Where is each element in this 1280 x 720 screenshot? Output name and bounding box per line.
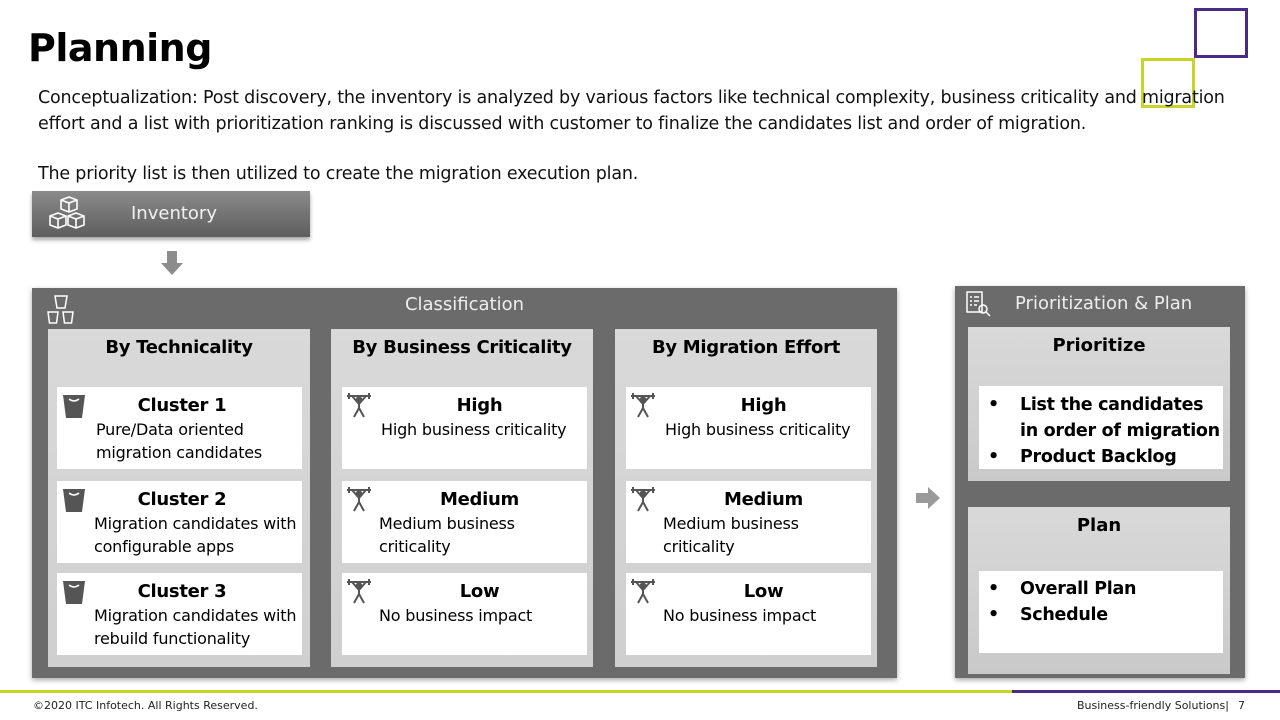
weightlifter-icon [630,486,656,512]
list-item [342,481,587,563]
checklist-search-icon [965,290,991,318]
item-title: High [456,395,503,416]
plan-box [968,507,1230,674]
weightlifter-icon [346,578,372,604]
item-desc: High business criticality [381,420,567,439]
item-desc: Migration candidates with configurable apps [94,514,297,556]
right-arrow-icon [916,487,940,509]
footer-line-green [0,690,1012,693]
boxes-icon [47,196,87,234]
footer-copyright: ©2020 ITC Infotech. All Rights Reserved. [33,699,258,712]
weightlifter-icon [630,392,656,418]
classification-title: Classification [404,294,525,315]
column-title: By Migration Effort [651,337,841,358]
weightlifter-icon [346,486,372,512]
intro-paragraph: Conceptualization: Post discovery, the inventory is analyzed by various factors like technical complexity, business criticality and migration effort and a list with prioritization ranking is discussed with customer to finalize the candidates list and order of migration. [38,88,1225,134]
plan-title: Plan [1076,515,1122,536]
list-item: • Overall Plan [979,576,1223,602]
item-title: Low [459,581,500,602]
column-by-technicality [48,329,310,667]
list-item [57,573,302,655]
weightlifter-icon [346,392,372,418]
list-item: • Schedule [979,602,1223,628]
page-number: 7 [1238,699,1245,712]
column-title: By Business Criticality [352,337,572,358]
plan-list [979,571,1223,628]
weightlifter-icon [630,578,656,604]
item-title: Cluster 3 [137,581,227,602]
list-item [342,573,587,655]
plan-list-container [979,571,1223,653]
prioritize-list [979,386,1223,470]
list-item [57,387,302,469]
inventory-box [32,191,310,237]
item-title: Cluster 2 [137,489,227,510]
item-desc: Medium business criticality [663,514,799,556]
item-title: Medium [440,489,519,510]
item-desc: High business criticality [665,420,851,439]
list-item [342,387,587,469]
footer-tagline: Business-friendly Solutions| [1077,699,1229,712]
column-by-business-criticality [331,329,593,667]
list-item [57,481,302,563]
prioritization-title: Prioritization & Plan [1015,293,1193,314]
decor-square-purple [1194,8,1248,58]
item-title: Cluster 1 [137,395,227,416]
item-desc: No business impact [663,606,817,625]
column-by-migration-effort [615,329,877,667]
inventory-label: Inventory [131,203,217,224]
list-item [626,387,871,469]
list-item [626,573,871,655]
column-title: By Technicality [105,337,253,358]
item-title: Medium [724,489,803,510]
prioritize-title: Prioritize [1052,335,1146,356]
list-item: • Product Backlog [979,444,1223,470]
item-desc: Pure/Data oriented migration candidates [96,420,263,462]
prioritize-list-container [979,386,1223,469]
item-desc: Migration candidates with rebuild functionality [94,606,297,648]
item-title: High [740,395,787,416]
page-title: Planning [28,26,212,70]
item-desc: No business impact [379,606,533,625]
down-arrow-icon [161,251,183,275]
second-paragraph: The priority list is then utilized to create the migration execution plan. [38,164,639,184]
classification-panel [32,288,897,678]
item-title: Low [743,581,784,602]
item-desc: Medium business criticality [379,514,515,556]
list-item: • List the candidates in order of migration [979,392,1223,444]
list-item [626,481,871,563]
footer-line-purple [1012,690,1280,693]
prioritization-panel [955,286,1245,678]
prioritize-box [968,327,1230,481]
